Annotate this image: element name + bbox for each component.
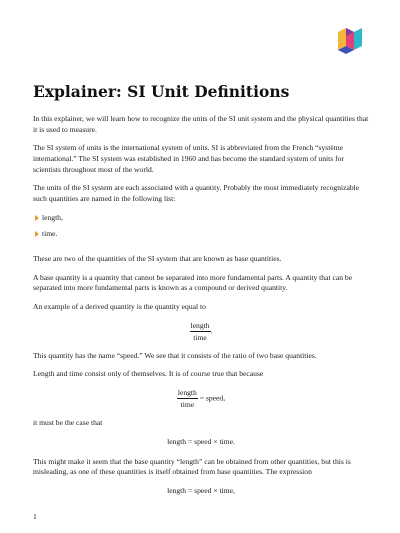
- fraction-numerator: length: [190, 320, 210, 330]
- fraction-denominator: time: [193, 332, 207, 342]
- equation-length: length = speed × time.: [167, 437, 235, 446]
- equation-speed-definition: [33, 388, 369, 410]
- page-title: Explainer: SI Unit Definitions: [33, 82, 290, 101]
- equation-suffix: .: [210, 326, 213, 336]
- list-item: [33, 229, 369, 246]
- quantity-list: [33, 213, 369, 246]
- equation-suffix: = speed,: [199, 393, 226, 403]
- document-body: [33, 114, 369, 506]
- list-item-label: length,: [42, 212, 63, 222]
- list-item-label: time.: [42, 229, 58, 239]
- paragraph: The SI system of units is the international system of units. SI is abbreviated from the French “système international.” The SI system was established in 1960 and has become the standard system of units for scientists throughout most of the world.: [33, 143, 344, 174]
- paragraph: The units of the SI system are each associated with a quantity. Probably the most immediately recognizable such quantities are named in the following list:: [33, 183, 360, 203]
- bullet-triangle-icon: [35, 215, 39, 221]
- fraction-numerator: length: [177, 388, 197, 398]
- paragraph: This might make it seem that the base quantity “length” can be obtained from other quantities, but this is misleading, as one of these quantities is itself obtained from base quantities. The expression: [33, 456, 351, 477]
- paragraph: it must be the case that: [33, 418, 103, 428]
- fraction: [190, 321, 211, 343]
- fraction: [177, 388, 198, 410]
- paragraph: In this explainer, we will learn how to recognize the units of the SI unit system and the physical quantities that it is used to measure.: [33, 114, 369, 134]
- page-number: 1: [33, 512, 37, 521]
- paragraph: These are two of the quantities of the SI system that are known as base quantities.: [33, 253, 282, 263]
- paragraph: An example of a derived quantity is the quantity equal to: [33, 301, 206, 311]
- list-item: [33, 213, 369, 230]
- logo-icon: [335, 26, 365, 54]
- paragraph: Length and time consist only of themselves. It is of course true that because: [33, 369, 264, 379]
- paragraph: This quantity has the name “speed.” We see that it consists of the ratio of two base quantities.: [33, 350, 317, 360]
- paragraph: A base quantity is a quantity that cannot be separated into more fundamental parts. A quantity that can be separated into more fundamental parts is known as a compound or derived quantity.: [33, 272, 353, 293]
- equation-length-expression: length = speed × time,: [167, 485, 235, 495]
- fraction-denominator: time: [180, 400, 195, 410]
- equation-speed-fraction: [33, 321, 369, 343]
- bullet-triangle-icon: [35, 231, 39, 237]
